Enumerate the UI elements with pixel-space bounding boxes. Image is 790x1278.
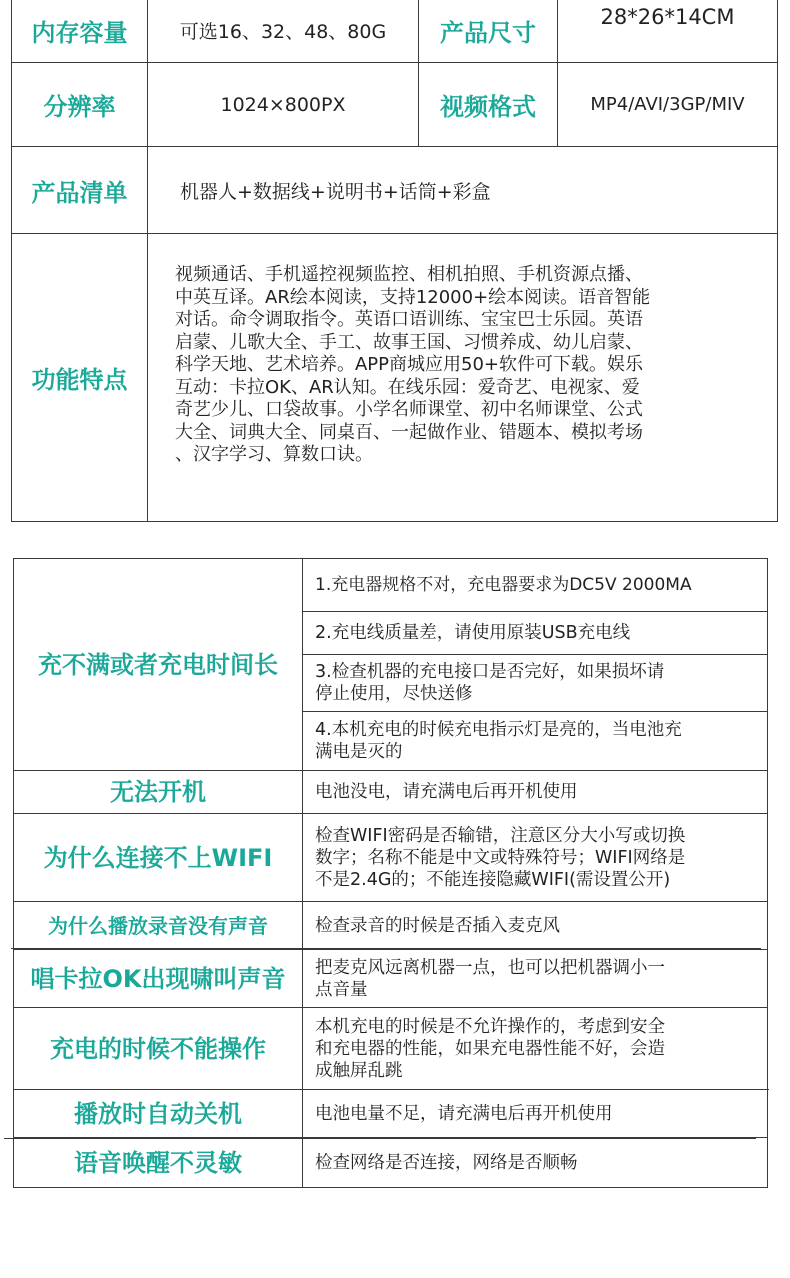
answer-line: 4.本机充电的时候充电指示灯是亮的，当电池充 [315, 720, 682, 740]
faq-question-no-power: 无法开机 [14, 771, 303, 814]
faq-question-no-sound: 为什么播放录音没有声音 [14, 902, 303, 950]
answer-line: 3.检查机器的充电接口是否完好，如果损坏请 [315, 662, 665, 682]
answer-line: 1.充电器规格不对，充电器要求为DC5V 2000MA [315, 575, 692, 595]
features-line: 启蒙、儿歌大全、手工、故事王国、习惯养成、幼儿启蒙、 [175, 331, 643, 353]
answer-line: 电池电量不足，请充满电后再开机使用 [315, 1103, 613, 1124]
answer-line: 点音量 [315, 979, 368, 1000]
faq-answer-karaoke-howl [303, 950, 768, 1008]
faq-table [13, 558, 768, 1188]
resolution-label: 分辨率 [12, 63, 148, 147]
answer-line: 数字；名称不能是中文或特殊符号；WIFI网络是 [315, 847, 686, 868]
answer-line: 把麦克风远离机器一点，也可以把机器调小一 [315, 957, 665, 978]
answer-line: 成触屏乱跳 [315, 1060, 403, 1081]
features-line: 科学天地、艺术培养。APP商城应用50+软件可下载。娱乐 [175, 354, 644, 376]
answer-line: 满电是灭的 [315, 742, 403, 762]
faq-question-karaoke-howl: 唱卡拉OK出现啸叫声音 [14, 950, 303, 1008]
features-value [148, 234, 778, 522]
answer-line: 检查WIFI密码是否输错，注意区分大小写或切换 [315, 825, 686, 846]
features-label: 功能特点 [12, 234, 148, 522]
answer-line: 停止使用，尽快送修 [315, 684, 473, 704]
faq-answer-no-sound [303, 902, 768, 950]
answer-line: 不是2.4G的；不能连接隐藏WIFI(需设置公开) [315, 869, 671, 890]
faq-answer-charging-1 [303, 559, 768, 612]
size-value: 28*26*14CM [558, 0, 778, 63]
video-label: 视频格式 [419, 63, 558, 147]
divider-line [4, 1138, 756, 1139]
faq-question-wifi: 为什么连接不上WIFI [14, 814, 303, 902]
features-line: 大全、词典大全、同桌百、一起做作业、错题本、模拟考场 [175, 421, 643, 443]
features-line: 、汉字学习、算数口诀。 [175, 444, 373, 466]
answer-line: 本机充电的时候是不允许操作的，考虑到安全 [315, 1016, 665, 1037]
divider-line [14, 1089, 769, 1090]
features-line: 奇艺少儿、口袋故事。小学名师课堂、初中名师课堂、公式 [175, 399, 643, 421]
list-label: 产品清单 [12, 147, 148, 234]
faq-answer-charging-2 [303, 612, 768, 655]
faq-question-charging-operation: 充电的时候不能操作 [14, 1008, 303, 1090]
answer-line: 2.充电线质量差，请使用原装USB充电线 [315, 623, 631, 643]
list-value: 机器人+数据线+说明书+话筒+彩盒 [148, 147, 778, 234]
features-line: 视频通话、手机遥控视频监控、相机拍照、手机资源点播、 [175, 264, 643, 286]
divider-line [11, 948, 761, 949]
features-line: 互动：卡拉OK、AR认知。在线乐园：爱奇艺、电视家、爱 [175, 376, 640, 398]
spec-table [11, 0, 778, 522]
memory-label: 内存容量 [12, 0, 148, 63]
faq-answer-charging-operation [303, 1008, 768, 1090]
faq-answer-auto-shutdown [303, 1090, 768, 1138]
faq-question-voice-wake: 语音唤醒不灵敏 [14, 1138, 303, 1188]
features-line: 对话。命令调取指令。英语口语训练、宝宝巴士乐园。英语 [175, 309, 643, 331]
faq-answer-no-power [303, 771, 768, 814]
size-label: 产品尺寸 [419, 0, 558, 63]
video-value: MP4/AVI/3GP/MIV [558, 63, 778, 147]
answer-line: 检查录音的时候是否插入麦克风 [315, 915, 560, 936]
answer-line: 和充电器的性能，如果充电器性能不好，会造 [315, 1038, 665, 1059]
memory-value: 可选16、32、48、80G [148, 0, 419, 63]
answer-line: 检查网络是否连接，网络是否顺畅 [315, 1152, 578, 1173]
faq-answer-charging-3 [303, 655, 768, 712]
faq-answer-charging-4 [303, 712, 768, 771]
answer-line: 电池没电，请充满电后再开机使用 [315, 782, 578, 802]
faq-answer-wifi [303, 814, 768, 902]
resolution-value: 1024×800PX [148, 63, 419, 147]
features-line: 中英互译。AR绘本阅读，支持12000+绘本阅读。语音智能 [175, 286, 651, 308]
faq-question-auto-shutdown: 播放时自动关机 [14, 1090, 303, 1138]
faq-answer-voice-wake [303, 1138, 768, 1188]
faq-question-charging: 充不满或者充电时间长 [14, 559, 303, 771]
